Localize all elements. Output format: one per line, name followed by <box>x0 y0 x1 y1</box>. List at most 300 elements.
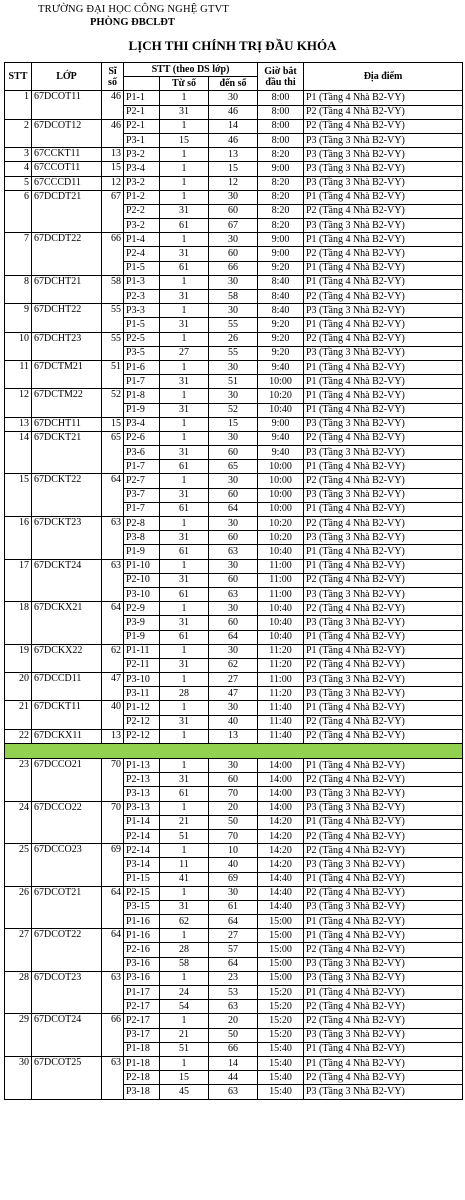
cell-den-so: 70 <box>209 787 258 801</box>
cell-den-so: 53 <box>209 986 258 1000</box>
cell-stt: 28 <box>5 971 32 1014</box>
cell-si-so: 13 <box>102 148 124 162</box>
cell-dia-diem: P1 (Tầng 4 Nhà B2-VY) <box>304 360 463 374</box>
cell-phong: P3-3 <box>124 304 160 318</box>
cell-den-so: 27 <box>209 673 258 687</box>
cell-si-so: 69 <box>102 844 124 887</box>
table-row <box>5 886 463 900</box>
cell-dia-diem: P1 (Tầng 4 Nhà B2-VY) <box>304 545 463 559</box>
cell-gio: 15:00 <box>258 971 304 985</box>
cell-dia-diem: P1 (Tầng 4 Nhà B2-VY) <box>304 460 463 474</box>
cell-phong: P1-16 <box>124 929 160 943</box>
cell-den-so: 64 <box>209 502 258 516</box>
table-row <box>5 162 463 176</box>
cell-gio: 11:00 <box>258 559 304 573</box>
cell-dia-diem: P2 (Tầng 4 Nhà B2-VY) <box>304 290 463 304</box>
cell-den-so: 30 <box>209 431 258 445</box>
cell-phong: P2-6 <box>124 431 160 445</box>
cell-stt: 19 <box>5 644 32 672</box>
cell-dia-diem: P2 (Tầng 4 Nhà B2-VY) <box>304 1000 463 1014</box>
cell-stt: 23 <box>5 759 32 802</box>
cell-stt: 15 <box>5 474 32 517</box>
cell-den-so: 60 <box>209 488 258 502</box>
cell-dia-diem: P2 (Tầng 4 Nhà B2-VY) <box>304 517 463 531</box>
page-header <box>0 0 465 62</box>
cell-phong: P2-8 <box>124 517 160 531</box>
cell-gio: 11:40 <box>258 729 304 743</box>
cell-gio: 8:40 <box>258 290 304 304</box>
table-row <box>5 729 463 743</box>
cell-phong: P1-4 <box>124 233 160 247</box>
cell-lop: 67DCOT22 <box>32 929 102 972</box>
cell-gio: 11:20 <box>258 658 304 672</box>
cell-gio: 9:40 <box>258 446 304 460</box>
cell-si-so: 46 <box>102 119 124 147</box>
session-separator-row <box>5 744 463 759</box>
cell-dia-diem: P1 (Tầng 4 Nhà B2-VY) <box>304 759 463 773</box>
cell-tu-so: 31 <box>160 446 209 460</box>
cell-gio: 15:40 <box>258 1042 304 1056</box>
cell-tu-so: 31 <box>160 318 209 332</box>
cell-tu-so: 1 <box>160 559 209 573</box>
cell-si-so: 46 <box>102 91 124 119</box>
cell-den-so: 70 <box>209 829 258 843</box>
cell-dia-diem: P2 (Tầng 4 Nhà B2-VY) <box>304 204 463 218</box>
cell-dia-diem: P3 (Tầng 3 Nhà B2-VY) <box>304 957 463 971</box>
cell-tu-so: 61 <box>160 630 209 644</box>
cell-stt: 16 <box>5 517 32 560</box>
cell-tu-so: 1 <box>160 389 209 403</box>
cell-tu-so: 31 <box>160 247 209 261</box>
department-name: PHÒNG ĐBCLĐT <box>90 17 175 28</box>
cell-den-so: 60 <box>209 773 258 787</box>
cell-phong: P1-10 <box>124 559 160 573</box>
cell-si-so: 13 <box>102 729 124 743</box>
cell-gio: 10:40 <box>258 616 304 630</box>
cell-phong: P3-16 <box>124 971 160 985</box>
cell-tu-so: 1 <box>160 701 209 715</box>
cell-den-so: 67 <box>209 219 258 233</box>
cell-dia-diem: P3 (Tầng 3 Nhà B2-VY) <box>304 133 463 147</box>
cell-den-so: 30 <box>209 517 258 531</box>
cell-den-so: 60 <box>209 573 258 587</box>
cell-dia-diem: P3 (Tầng 3 Nhà B2-VY) <box>304 858 463 872</box>
table-body <box>5 91 463 1099</box>
cell-den-so: 63 <box>209 1085 258 1099</box>
cell-phong: P3-13 <box>124 787 160 801</box>
cell-tu-so: 1 <box>160 233 209 247</box>
cell-phong: P1-16 <box>124 915 160 929</box>
cell-tu-so: 31 <box>160 531 209 545</box>
cell-gio: 14:20 <box>258 858 304 872</box>
cell-gio: 14:20 <box>258 829 304 843</box>
cell-den-so: 15 <box>209 417 258 431</box>
cell-gio: 8:40 <box>258 304 304 318</box>
cell-stt: 24 <box>5 801 32 844</box>
cell-phong: P1-5 <box>124 261 160 275</box>
cell-gio: 10:40 <box>258 630 304 644</box>
cell-stt: 2 <box>5 119 32 147</box>
cell-den-so: 60 <box>209 616 258 630</box>
cell-si-so: 55 <box>102 332 124 360</box>
cell-stt: 20 <box>5 673 32 701</box>
cell-tu-so: 1 <box>160 417 209 431</box>
cell-gio: 9:40 <box>258 360 304 374</box>
cell-dia-diem: P3 (Tầng 3 Nhà B2-VY) <box>304 1028 463 1042</box>
cell-phong: P1-18 <box>124 1056 160 1070</box>
table-row <box>5 759 463 773</box>
cell-phong: P3-1 <box>124 133 160 147</box>
cell-dia-diem: P3 (Tầng 3 Nhà B2-VY) <box>304 531 463 545</box>
cell-tu-so: 51 <box>160 829 209 843</box>
cell-gio: 14:00 <box>258 801 304 815</box>
cell-phong: P2-1 <box>124 119 160 133</box>
cell-gio: 14:40 <box>258 900 304 914</box>
cell-stt: 8 <box>5 275 32 303</box>
cell-lop: 67DCOT12 <box>32 119 102 147</box>
cell-dia-diem: P1 (Tầng 4 Nhà B2-VY) <box>304 915 463 929</box>
cell-stt: 10 <box>5 332 32 360</box>
cell-dia-diem: P2 (Tầng 4 Nhà B2-VY) <box>304 886 463 900</box>
table-row <box>5 801 463 815</box>
cell-den-so: 62 <box>209 658 258 672</box>
cell-phong: P1-9 <box>124 545 160 559</box>
cell-tu-so: 51 <box>160 1042 209 1056</box>
cell-den-so: 63 <box>209 545 258 559</box>
cell-tu-so: 1 <box>160 431 209 445</box>
cell-si-so: 52 <box>102 389 124 417</box>
cell-den-so: 51 <box>209 375 258 389</box>
cell-phong: P2-10 <box>124 573 160 587</box>
cell-stt: 7 <box>5 233 32 276</box>
cell-gio: 11:20 <box>258 687 304 701</box>
cell-phong: P2-13 <box>124 773 160 787</box>
cell-dia-diem: P1 (Tầng 4 Nhà B2-VY) <box>304 261 463 275</box>
table-row <box>5 517 463 531</box>
cell-gio: 11:00 <box>258 673 304 687</box>
cell-den-so: 60 <box>209 204 258 218</box>
cell-tu-so: 1 <box>160 1056 209 1070</box>
cell-gio: 9:20 <box>258 261 304 275</box>
cell-tu-so: 1 <box>160 971 209 985</box>
cell-tu-so: 31 <box>160 290 209 304</box>
cell-dia-diem: P1 (Tầng 4 Nhà B2-VY) <box>304 929 463 943</box>
cell-den-so: 60 <box>209 446 258 460</box>
cell-dia-diem: P2 (Tầng 4 Nhà B2-VY) <box>304 474 463 488</box>
cell-stt: 5 <box>5 176 32 190</box>
cell-phong: P2-14 <box>124 829 160 843</box>
cell-si-so: 70 <box>102 759 124 802</box>
table-row <box>5 91 463 105</box>
cell-phong: P2-17 <box>124 1014 160 1028</box>
cell-tu-so: 61 <box>160 219 209 233</box>
cell-dia-diem: P2 (Tầng 4 Nhà B2-VY) <box>304 844 463 858</box>
cell-gio: 14:20 <box>258 844 304 858</box>
cell-dia-diem: P3 (Tầng 3 Nhà B2-VY) <box>304 1085 463 1099</box>
cell-den-so: 30 <box>209 701 258 715</box>
cell-phong: P2-14 <box>124 844 160 858</box>
cell-dia-diem: P2 (Tầng 4 Nhà B2-VY) <box>304 715 463 729</box>
cell-lop: 67DCKX11 <box>32 729 102 743</box>
cell-tu-so: 31 <box>160 204 209 218</box>
cell-dia-diem: P1 (Tầng 4 Nhà B2-VY) <box>304 559 463 573</box>
cell-den-so: 40 <box>209 715 258 729</box>
cell-phong: P1-18 <box>124 1042 160 1056</box>
cell-dia-diem: P3 (Tầng 3 Nhà B2-VY) <box>304 148 463 162</box>
cell-tu-so: 1 <box>160 644 209 658</box>
cell-den-so: 23 <box>209 971 258 985</box>
cell-dia-diem: P1 (Tầng 4 Nhà B2-VY) <box>304 644 463 658</box>
cell-den-so: 50 <box>209 1028 258 1042</box>
cell-phong: P1-11 <box>124 644 160 658</box>
table-row <box>5 389 463 403</box>
cell-tu-so: 1 <box>160 275 209 289</box>
cell-stt: 25 <box>5 844 32 887</box>
cell-tu-so: 1 <box>160 759 209 773</box>
cell-phong: P3-14 <box>124 858 160 872</box>
table-row <box>5 602 463 616</box>
cell-phong: P1-8 <box>124 389 160 403</box>
cell-tu-so: 1 <box>160 304 209 318</box>
cell-gio: 9:00 <box>258 247 304 261</box>
cell-stt: 18 <box>5 602 32 645</box>
cell-tu-so: 1 <box>160 729 209 743</box>
cell-dia-diem: P2 (Tầng 4 Nhà B2-VY) <box>304 573 463 587</box>
col-header-phong <box>124 77 160 91</box>
cell-den-so: 46 <box>209 133 258 147</box>
cell-gio: 10:20 <box>258 517 304 531</box>
cell-phong: P1-7 <box>124 375 160 389</box>
cell-lop: 67DCOT21 <box>32 886 102 929</box>
cell-tu-so: 1 <box>160 91 209 105</box>
cell-den-so: 14 <box>209 119 258 133</box>
cell-den-so: 58 <box>209 290 258 304</box>
cell-gio: 10:40 <box>258 545 304 559</box>
cell-gio: 10:40 <box>258 602 304 616</box>
cell-phong: P2-15 <box>124 886 160 900</box>
cell-stt: 14 <box>5 431 32 474</box>
cell-tu-so: 1 <box>160 360 209 374</box>
cell-gio: 9:20 <box>258 318 304 332</box>
cell-tu-so: 61 <box>160 587 209 601</box>
cell-gio: 14:20 <box>258 815 304 829</box>
cell-dia-diem: P2 (Tầng 4 Nhà B2-VY) <box>304 1014 463 1028</box>
cell-den-so: 26 <box>209 332 258 346</box>
cell-si-so: 66 <box>102 233 124 276</box>
cell-si-so: 64 <box>102 474 124 517</box>
cell-phong: P1-9 <box>124 630 160 644</box>
cell-gio: 10:00 <box>258 488 304 502</box>
table-row <box>5 971 463 985</box>
cell-stt: 22 <box>5 729 32 743</box>
cell-dia-diem: P1 (Tầng 4 Nhà B2-VY) <box>304 190 463 204</box>
cell-gio: 9:40 <box>258 431 304 445</box>
table-row <box>5 190 463 204</box>
cell-tu-so: 31 <box>160 715 209 729</box>
cell-den-so: 13 <box>209 148 258 162</box>
cell-dia-diem: P3 (Tầng 3 Nhà B2-VY) <box>304 687 463 701</box>
cell-tu-so: 31 <box>160 573 209 587</box>
cell-lop: 67DCCD11 <box>32 673 102 701</box>
cell-dia-diem: P1 (Tầng 4 Nhà B2-VY) <box>304 1056 463 1070</box>
cell-si-so: 40 <box>102 701 124 729</box>
cell-gio: 10:40 <box>258 403 304 417</box>
cell-den-so: 20 <box>209 1014 258 1028</box>
cell-tu-so: 11 <box>160 858 209 872</box>
cell-dia-diem: P2 (Tầng 4 Nhà B2-VY) <box>304 658 463 672</box>
table-row <box>5 673 463 687</box>
cell-gio: 10:00 <box>258 502 304 516</box>
table-row <box>5 332 463 346</box>
cell-den-so: 30 <box>209 190 258 204</box>
cell-phong: P3-5 <box>124 346 160 360</box>
cell-tu-so: 28 <box>160 943 209 957</box>
cell-si-so: 63 <box>102 517 124 560</box>
cell-den-so: 14 <box>209 1056 258 1070</box>
cell-gio: 14:00 <box>258 759 304 773</box>
cell-tu-so: 1 <box>160 844 209 858</box>
cell-tu-so: 61 <box>160 545 209 559</box>
cell-den-so: 63 <box>209 1000 258 1014</box>
cell-dia-diem: P1 (Tầng 4 Nhà B2-VY) <box>304 630 463 644</box>
cell-tu-so: 31 <box>160 658 209 672</box>
cell-gio: 15:00 <box>258 929 304 943</box>
cell-tu-so: 41 <box>160 872 209 886</box>
cell-tu-so: 61 <box>160 787 209 801</box>
cell-dia-diem: P3 (Tầng 3 Nhà B2-VY) <box>304 304 463 318</box>
col-header-stt-ds: STT (theo DS lớp) <box>124 63 258 77</box>
cell-phong: P3-15 <box>124 900 160 914</box>
cell-dia-diem: P1 (Tầng 4 Nhà B2-VY) <box>304 91 463 105</box>
table-header-row <box>5 63 463 77</box>
cell-tu-so: 1 <box>160 929 209 943</box>
cell-den-so: 30 <box>209 233 258 247</box>
cell-phong: P1-15 <box>124 872 160 886</box>
cell-lop: 67DCKT11 <box>32 701 102 729</box>
cell-lop: 67DCOT23 <box>32 971 102 1014</box>
cell-stt: 13 <box>5 417 32 431</box>
cell-si-so: 15 <box>102 162 124 176</box>
cell-si-so: 65 <box>102 431 124 474</box>
page-title: LỊCH THI CHÍNH TRỊ ĐẦU KHÓA <box>128 38 337 53</box>
cell-si-so: 64 <box>102 886 124 929</box>
cell-den-so: 12 <box>209 176 258 190</box>
cell-stt: 27 <box>5 929 32 972</box>
cell-gio: 8:20 <box>258 219 304 233</box>
cell-tu-so: 21 <box>160 1028 209 1042</box>
cell-lop: 67DCOT11 <box>32 91 102 119</box>
cell-gio: 8:00 <box>258 91 304 105</box>
cell-phong: P3-16 <box>124 957 160 971</box>
cell-tu-so: 31 <box>160 900 209 914</box>
cell-phong: P3-4 <box>124 417 160 431</box>
cell-lop: 67DCHT21 <box>32 275 102 303</box>
cell-phong: P2-12 <box>124 715 160 729</box>
cell-gio: 14:00 <box>258 787 304 801</box>
cell-dia-diem: P1 (Tầng 4 Nhà B2-VY) <box>304 233 463 247</box>
cell-stt: 30 <box>5 1056 32 1099</box>
cell-dia-diem: P2 (Tầng 4 Nhà B2-VY) <box>304 729 463 743</box>
cell-gio: 14:00 <box>258 773 304 787</box>
cell-den-so: 30 <box>209 91 258 105</box>
cell-den-so: 46 <box>209 105 258 119</box>
cell-den-so: 69 <box>209 872 258 886</box>
cell-gio: 15:40 <box>258 1071 304 1085</box>
cell-lop: 67DCTM21 <box>32 360 102 388</box>
cell-tu-so: 31 <box>160 488 209 502</box>
cell-gio: 15:20 <box>258 1014 304 1028</box>
table-row <box>5 474 463 488</box>
cell-gio: 11:00 <box>258 587 304 601</box>
cell-den-so: 63 <box>209 587 258 601</box>
cell-lop: 67CCOT11 <box>32 162 102 176</box>
cell-tu-so: 1 <box>160 886 209 900</box>
cell-den-so: 60 <box>209 247 258 261</box>
cell-den-so: 10 <box>209 844 258 858</box>
cell-tu-so: 28 <box>160 687 209 701</box>
cell-den-so: 13 <box>209 729 258 743</box>
cell-lop: 67DCKX21 <box>32 602 102 645</box>
table-row <box>5 559 463 573</box>
cell-dia-diem: P2 (Tầng 4 Nhà B2-VY) <box>304 119 463 133</box>
cell-gio: 14:40 <box>258 886 304 900</box>
cell-gio: 11:00 <box>258 573 304 587</box>
cell-gio: 9:00 <box>258 162 304 176</box>
cell-tu-so: 31 <box>160 616 209 630</box>
table-row <box>5 304 463 318</box>
cell-phong: P2-1 <box>124 105 160 119</box>
cell-si-so: 47 <box>102 673 124 701</box>
cell-den-so: 47 <box>209 687 258 701</box>
cell-tu-so: 31 <box>160 403 209 417</box>
cell-phong: P2-3 <box>124 290 160 304</box>
cell-dia-diem: P3 (Tầng 3 Nhà B2-VY) <box>304 616 463 630</box>
cell-lop: 67DCOT25 <box>32 1056 102 1099</box>
cell-den-so: 30 <box>209 886 258 900</box>
cell-phong: P3-17 <box>124 1028 160 1042</box>
cell-lop: 67DCCO23 <box>32 844 102 887</box>
cell-lop: 67DCCO22 <box>32 801 102 844</box>
cell-si-so: 66 <box>102 1014 124 1057</box>
cell-dia-diem: P1 (Tầng 4 Nhà B2-VY) <box>304 389 463 403</box>
cell-stt: 6 <box>5 190 32 233</box>
table-row <box>5 360 463 374</box>
cell-den-so: 66 <box>209 1042 258 1056</box>
cell-den-so: 20 <box>209 801 258 815</box>
exam-schedule-table <box>4 62 463 1100</box>
cell-lop: 67DCHT22 <box>32 304 102 332</box>
cell-phong: P2-2 <box>124 204 160 218</box>
cell-si-so: 63 <box>102 971 124 1014</box>
cell-tu-so: 1 <box>160 1014 209 1028</box>
col-header-tu-so: Từ số <box>160 77 209 91</box>
cell-dia-diem: P2 (Tầng 4 Nhà B2-VY) <box>304 943 463 957</box>
cell-stt: 26 <box>5 886 32 929</box>
cell-dia-diem: P1 (Tầng 4 Nhà B2-VY) <box>304 986 463 1000</box>
cell-si-so: 64 <box>102 929 124 972</box>
cell-dia-diem: P2 (Tầng 4 Nhà B2-VY) <box>304 332 463 346</box>
cell-stt: 29 <box>5 1014 32 1057</box>
cell-tu-so: 61 <box>160 261 209 275</box>
cell-phong: P3-8 <box>124 531 160 545</box>
cell-den-so: 52 <box>209 403 258 417</box>
cell-dia-diem: P1 (Tầng 4 Nhà B2-VY) <box>304 403 463 417</box>
cell-si-so: 63 <box>102 1056 124 1099</box>
cell-dia-diem: P3 (Tầng 3 Nhà B2-VY) <box>304 488 463 502</box>
cell-phong: P1-17 <box>124 986 160 1000</box>
cell-tu-so: 1 <box>160 801 209 815</box>
col-header-stt: STT <box>5 63 32 91</box>
